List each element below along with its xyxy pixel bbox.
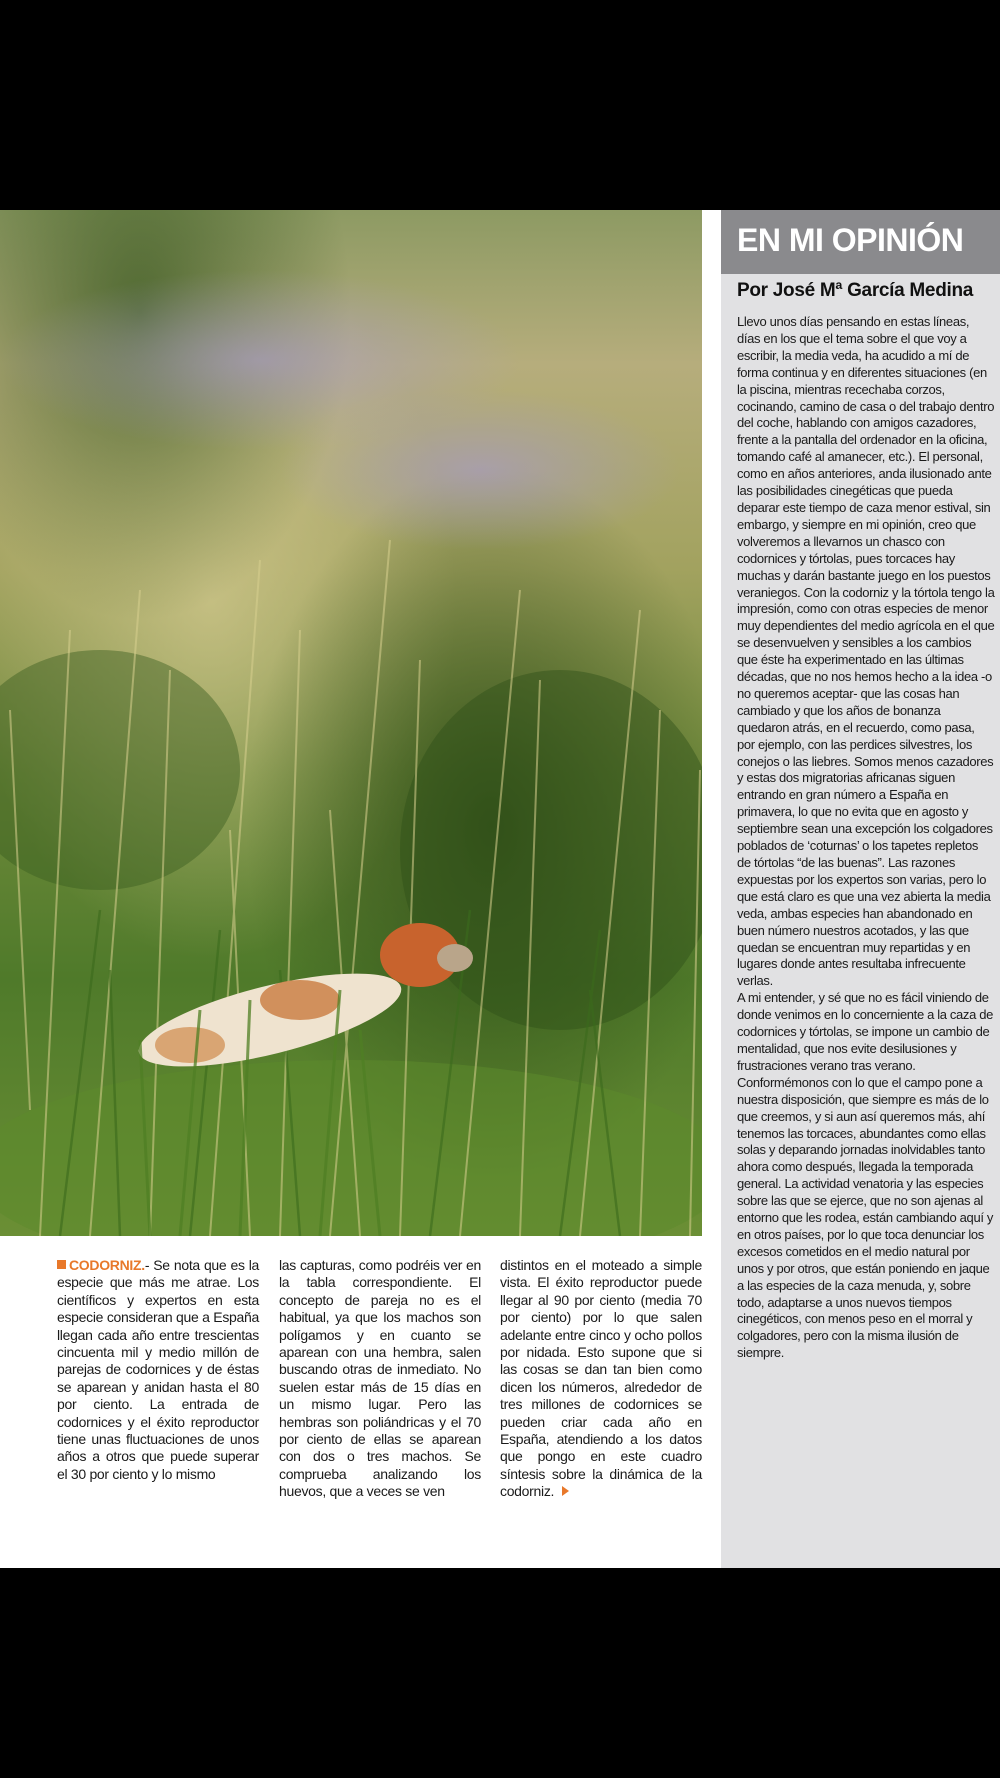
sidebar-title: EN MI OPINIÓN xyxy=(737,222,964,258)
bullet-square-icon xyxy=(57,1260,66,1269)
article-column-1-text: - Se nota que es la especie que más me atrae. Los científicos y expertos en esta especie consideran que a España llegan cada año entre trescientas cincuenta mil y medio millón de parejas de codornices y de éstas se aparean y anidan hasta el 80 por ciento. La entrada de codornices y el éxito reproductor tiene unas fluctuaciones de unos años a otros que puede superar el 30 por ciento y lo mismo xyxy=(57,1257,259,1482)
article-column-2 xyxy=(279,1257,481,1501)
article-lead-heading: CODORNIZ. xyxy=(69,1257,145,1273)
sidebar-paragraph: Llevo unos días pensando en estas líneas, días en los que el tema sobre el que voy a escribir, la media veda, ha acudido a mí de forma continua y en diferentes situaciones (en la piscina, mientras recechaba corzos, cocinando, camino de casa o del trabajo dentro del coche, hablando con amigos cazadores, frente a la pantalla del ordenador en la oficina, tomando café al amanecer, etc.). El personal, como en años anteriores, anda ilusionado ante las posibilidades cinegéticas que pueda deparar este tiempo de caza menor estival, sin embargo, y siempre en mi opinión, creo que volveremos a llevarnos un chasco con codornices y tórtolas, pues torcaces hay muchas y darán bastante juego en los puestos veraniegos. Con la codorniz y la tórtola tengo la impresión, como con otras especies de menor muy dependientes del medio agrícola en el que se desenvuelven y sensibles a los cambios que éste ha experimentado en las últimas décadas, que no nos hemos hecho a la idea -o no queremos aceptar- que las cosas han cambiado y que los años de bonanza quedaron atrás, en el recuerdo, como pasa, por ejemplo, con las perdices silvestres, los conejos o las liebres. Somos menos cazadores y estas dos migratorias africanas siguen entrando en gran número a España en primavera, lo que no evita que en agosto y septiembre sean una excepción los colgadores poblados de ‘coturnas’ o los tapetes repletos de tórtolas “de las buenas”. Las razones expuestas por los expertos son varias, pero lo que está claro es que una vez abierta la media veda, ambas especies han abandonado en buen número nuestros acotados, y las que quedan se encuentran muy repartidas y en lugares donde antes resultaba infrecuente verlas. xyxy=(737,314,995,989)
sidebar-paragraph: A mi entender, y sé que no es fácil viniendo de donde venimos en lo concerniente a la caza de codornices y tórtolas, se impone un cambio de mentalidad, que nos evite desilusiones y frustraciones verano tras verano. Conformémonos con lo que el campo pone a nuestra disposición, que siempre es más de lo que creemos, y si aun así queremos más, ahí tenemos las torcaces, abundantes como ellas solas y deparando jornadas inolvidables tanto ahora como después, llegada la temporada general. La actividad venatoria y las especies sobre las que se ejerce, que no son ajenas al entorno que les rodea, están cambiando aquí y en otros países, por lo que toca denunciar los excesos cometidos en el medio natural por unos y por otros, que están poniendo en jaque a las especies de la caza menuda, y, sobre todo, adaptarse a unos nuevos tiempos cinegéticos, con menos peso en el morral y colgadores, pero con la misma ilusión de siempre. xyxy=(737,990,993,1361)
photo-dog-in-grass xyxy=(0,210,702,1236)
article-column-3-text: distintos en el moteado a simple vista. El éxito reproductor puede llegar al 90 por ciento (media 70 por ciento) por lo que salen adelante entre cinco y ocho pollos por nidada. Esto supone que si las cosas se dan tan bien como dicen los números, alrededor de tres millones de codornices se pueden criar cada año en España, atendiendo a los datos que pongo en este cuadro síntesis sobre la dinámica de la codorniz. xyxy=(500,1257,702,1500)
sidebar-byline: Por José Mª García Medina xyxy=(737,280,974,301)
article-column-1 xyxy=(57,1257,259,1483)
sidebar-body xyxy=(737,314,995,1362)
magazine-page xyxy=(0,210,1000,1568)
opinion-sidebar xyxy=(721,210,1000,1568)
sidebar-header-bar xyxy=(721,210,1000,274)
article-column-3 xyxy=(500,1257,702,1501)
continue-arrow-icon xyxy=(562,1486,569,1496)
article-column-2-text: las capturas, como podréis ver en la tabla correspondiente. El concepto de pareja no es el habitual, ya que los machos son polígamos y en cuanto se aparean con una hembra, salen buscando otras de inmediato. No suelen estar más de 15 días en un mismo lugar. Pero las hembras son poliándricas y el 70 por ciento de ellas se aparean con dos o tres machos. Se comprueba analizando los huevos, que a veces se ven xyxy=(279,1257,481,1500)
